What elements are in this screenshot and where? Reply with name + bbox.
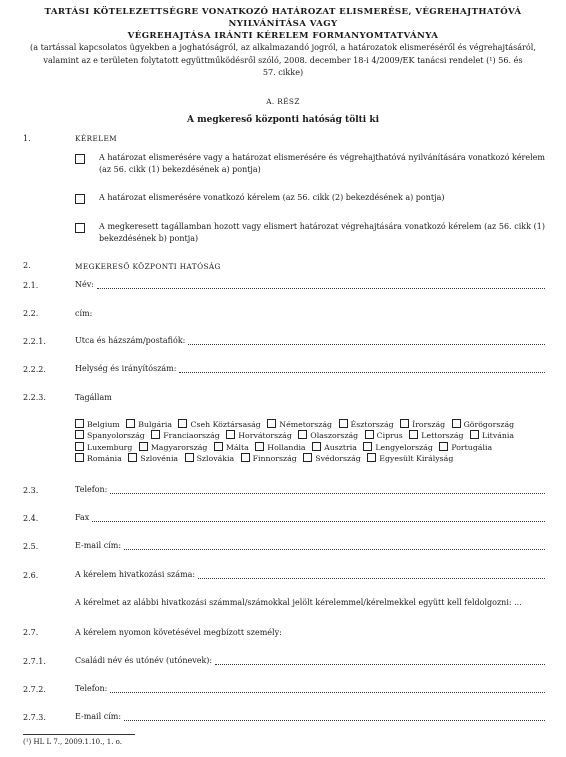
checkbox[interactable] bbox=[255, 442, 264, 451]
field-number: 2.1. bbox=[23, 281, 39, 290]
member-state-option[interactable] bbox=[470, 431, 514, 440]
member-state-option[interactable] bbox=[312, 443, 357, 452]
field-label: Tagállam bbox=[75, 393, 112, 402]
member-state-label: Cseh Köztársaság bbox=[190, 420, 261, 429]
field-label: Fax bbox=[75, 513, 90, 522]
checkbox[interactable] bbox=[151, 430, 160, 439]
member-state-option[interactable] bbox=[75, 443, 132, 452]
checkbox[interactable] bbox=[75, 442, 84, 451]
footnote: (¹) HL L 7., 2009.1.10., 1. o. bbox=[23, 738, 122, 746]
member-state-option[interactable] bbox=[226, 431, 292, 440]
member-state-option[interactable] bbox=[75, 431, 145, 440]
option-text: A határozat elismerésére vagy a határozat elismerésére és végrehajthatóvá nyilvánítására vonatkozó kérelem (az 56. cikk (1) bekezdésének a) pontja) bbox=[99, 153, 545, 174]
checkbox[interactable] bbox=[75, 194, 85, 204]
contact-email-field[interactable] bbox=[75, 712, 545, 721]
checkbox[interactable] bbox=[185, 453, 194, 462]
checkbox[interactable] bbox=[409, 430, 418, 439]
member-state-label: Olaszország bbox=[310, 431, 359, 441]
section-label: KÉRELEM bbox=[75, 134, 118, 143]
member-state-label: Ausztria bbox=[324, 442, 357, 452]
member-state-option[interactable] bbox=[365, 431, 403, 440]
field-label: Családi név és utónév (utónevek): bbox=[75, 656, 213, 665]
field-label: A kérelem hivatkozási száma: bbox=[75, 570, 196, 579]
member-state-option[interactable] bbox=[75, 420, 120, 429]
checkbox[interactable] bbox=[178, 419, 187, 428]
subtitle-line: (a tartással kapcsolatos ügyekben a joghatóságról, az alkalmazandó jogról, a határozatok elismeréséről és végrehajtásáról, bbox=[30, 42, 536, 52]
contact-phone-field[interactable] bbox=[75, 684, 545, 693]
checkbox[interactable] bbox=[75, 154, 85, 164]
member-state-label: Ciprus bbox=[376, 431, 403, 441]
member-state-option[interactable] bbox=[128, 454, 178, 463]
street-field[interactable] bbox=[75, 336, 545, 345]
checkbox[interactable] bbox=[312, 442, 321, 451]
member-state-label: Hollandia bbox=[267, 442, 306, 452]
field-number: 2.2.3. bbox=[23, 393, 46, 402]
section-number: 2. bbox=[23, 261, 31, 270]
member-state-option[interactable] bbox=[452, 420, 515, 429]
checkbox[interactable] bbox=[452, 419, 461, 428]
checkbox[interactable] bbox=[363, 442, 372, 451]
field-number: 2.2.1. bbox=[23, 337, 46, 346]
member-state-option[interactable] bbox=[185, 454, 235, 463]
form-subtitle bbox=[14, 41, 552, 79]
section-number: 1. bbox=[23, 134, 31, 143]
field-number: 2.2. bbox=[23, 309, 39, 318]
field-label: E-mail cím: bbox=[75, 712, 122, 721]
member-state-label: Litvánia bbox=[482, 431, 515, 441]
field-number: 2.7.2. bbox=[23, 685, 46, 694]
footnote-divider bbox=[23, 734, 135, 735]
name-field[interactable] bbox=[75, 280, 545, 289]
member-state-label: Görögország bbox=[463, 420, 515, 429]
checkbox[interactable] bbox=[226, 430, 235, 439]
field-label: Telefon: bbox=[75, 485, 108, 494]
member-state-label: Szlovénia bbox=[140, 453, 179, 463]
member-state-label: Horvátország bbox=[238, 431, 292, 441]
member-state-label: Portugália bbox=[451, 442, 493, 452]
member-state-label: Szlovákia bbox=[196, 453, 235, 463]
member-state-option[interactable] bbox=[298, 431, 358, 440]
member-state-option[interactable] bbox=[255, 443, 305, 452]
field-number: 2.7.1. bbox=[23, 657, 46, 666]
field-number: 2.7.3. bbox=[23, 713, 46, 722]
field-number: 2.6. bbox=[23, 571, 39, 580]
checkbox[interactable] bbox=[126, 419, 135, 428]
member-state-option[interactable] bbox=[178, 420, 260, 429]
field-number: 2.5. bbox=[23, 542, 39, 551]
member-state-option[interactable] bbox=[267, 420, 332, 429]
member-state-label: Lengyelország bbox=[375, 442, 433, 452]
checkbox[interactable] bbox=[400, 419, 409, 428]
checkbox[interactable] bbox=[75, 430, 84, 439]
member-state-option[interactable] bbox=[303, 454, 361, 463]
request-option-enforcement[interactable] bbox=[75, 221, 545, 244]
field-number: 2.7. bbox=[23, 628, 39, 637]
member-state-option[interactable] bbox=[214, 443, 249, 452]
checkbox[interactable] bbox=[75, 453, 84, 462]
field-label: Helység és irányítószám: bbox=[75, 364, 177, 373]
field-label: cím: bbox=[75, 309, 93, 318]
field-number: 2.3. bbox=[23, 486, 39, 495]
member-state-label: Lettország bbox=[421, 431, 464, 441]
field-label: A kérelem nyomon követésével megbízott személy: bbox=[75, 628, 282, 637]
member-state-option[interactable] bbox=[363, 443, 433, 452]
checkbox[interactable] bbox=[439, 442, 448, 451]
checkbox[interactable] bbox=[139, 442, 148, 451]
checkbox[interactable] bbox=[267, 419, 276, 428]
member-state-label: Magyarország bbox=[150, 442, 208, 452]
field-label: Utca és házszám/postafiók: bbox=[75, 336, 186, 345]
member-state-option[interactable] bbox=[126, 420, 172, 429]
member-state-option[interactable] bbox=[151, 431, 220, 440]
checkbox[interactable] bbox=[303, 453, 312, 462]
checkbox[interactable] bbox=[339, 419, 348, 428]
checkbox[interactable] bbox=[241, 453, 250, 462]
member-state-label: Franciaország bbox=[163, 431, 220, 441]
subtitle-line: valamint az e területen folytatott együttműködésről szóló, 2008. december 18-i 4/2009/EK tanácsi rendelet (¹) 56. és bbox=[43, 54, 523, 65]
field-label: Telefon: bbox=[75, 684, 108, 693]
member-state-option[interactable] bbox=[241, 454, 297, 463]
member-state-label: Luxemburg bbox=[87, 442, 133, 452]
field-label: Név: bbox=[75, 280, 94, 289]
checkbox[interactable] bbox=[75, 419, 84, 428]
member-state-label: Németország bbox=[279, 420, 333, 429]
option-text: A megkeresett tagállamban hozott vagy elismert határozat végrehajtására vonatkozó kérelem (az 56. cikk (1) bekezdésének b) pontja) bbox=[99, 222, 545, 243]
field-number: 2.4. bbox=[23, 514, 39, 523]
part-label: A. RÉSZ bbox=[266, 97, 300, 106]
checkbox[interactable] bbox=[75, 223, 85, 233]
title-line: TARTÁSI KÖTELEZETTSÉGRE VONATKOZÓ HATÁROZAT ELISMERÉSE, VÉGREHAJTHATÓVÁ NYILVÁNÍTÁSA VAGY bbox=[44, 7, 522, 29]
city-zip-field[interactable] bbox=[75, 364, 545, 373]
member-state-label: Egyesült Királyság bbox=[379, 453, 454, 463]
phone-field[interactable] bbox=[75, 485, 545, 494]
member-state-label: Belgium bbox=[87, 420, 120, 429]
related-requests-note[interactable]: A kérelmet az alábbi hivatkozási számmal/számokkal jelölt kérelemmel/kérelmekkel együtt kell feldolgozni: ... bbox=[75, 598, 522, 607]
reference-number-field[interactable] bbox=[75, 570, 545, 579]
member-state-label: Svédország bbox=[315, 453, 361, 463]
checkbox[interactable] bbox=[365, 430, 374, 439]
field-number: 2.2.2. bbox=[23, 365, 46, 374]
part-title: A megkereső központi hatóság tölti ki bbox=[187, 115, 379, 125]
member-state-option[interactable] bbox=[367, 454, 453, 463]
member-state-label: Finnország bbox=[252, 453, 297, 463]
checkbox[interactable] bbox=[128, 453, 137, 462]
member-state-label: Bulgária bbox=[138, 420, 172, 429]
member-state-label: Észtország bbox=[350, 420, 394, 429]
member-state-list bbox=[75, 419, 545, 464]
checkbox[interactable] bbox=[214, 442, 223, 451]
member-state-option[interactable] bbox=[139, 443, 208, 452]
request-option-recognition-enforceability[interactable] bbox=[75, 152, 545, 175]
section-label: MEGKERESŐ KÖZPONTI HATÓSÁG bbox=[75, 262, 221, 271]
email-field[interactable] bbox=[75, 541, 545, 550]
title-line: VÉGREHAJTÁSA IRÁNTI KÉRELEM FORMANYOMTATVÁNYA bbox=[127, 31, 439, 41]
option-text: A határozat elismerésére vonatkozó kérelem (az 56. cikk (2) bekezdésének a) pontja) bbox=[99, 193, 445, 202]
member-state-label: Málta bbox=[225, 442, 249, 452]
fax-field[interactable] bbox=[75, 513, 545, 522]
form-title bbox=[14, 6, 552, 42]
member-state-option[interactable] bbox=[409, 431, 463, 440]
member-state-label: Spanyolország bbox=[87, 431, 145, 441]
checkbox[interactable] bbox=[298, 430, 307, 439]
member-state-option[interactable] bbox=[75, 454, 122, 463]
checkbox[interactable] bbox=[470, 430, 479, 439]
member-state-label: Írország bbox=[412, 420, 446, 429]
checkbox[interactable] bbox=[367, 453, 376, 462]
request-option-recognition[interactable] bbox=[75, 192, 545, 204]
contact-name-field[interactable] bbox=[75, 656, 545, 665]
field-label: E-mail cím: bbox=[75, 541, 122, 550]
member-state-option[interactable] bbox=[439, 443, 492, 452]
member-state-option[interactable] bbox=[339, 420, 394, 429]
subtitle-line: 57. cikke) bbox=[262, 67, 304, 77]
member-state-option[interactable] bbox=[400, 420, 445, 429]
member-state-label: Románia bbox=[87, 453, 122, 463]
